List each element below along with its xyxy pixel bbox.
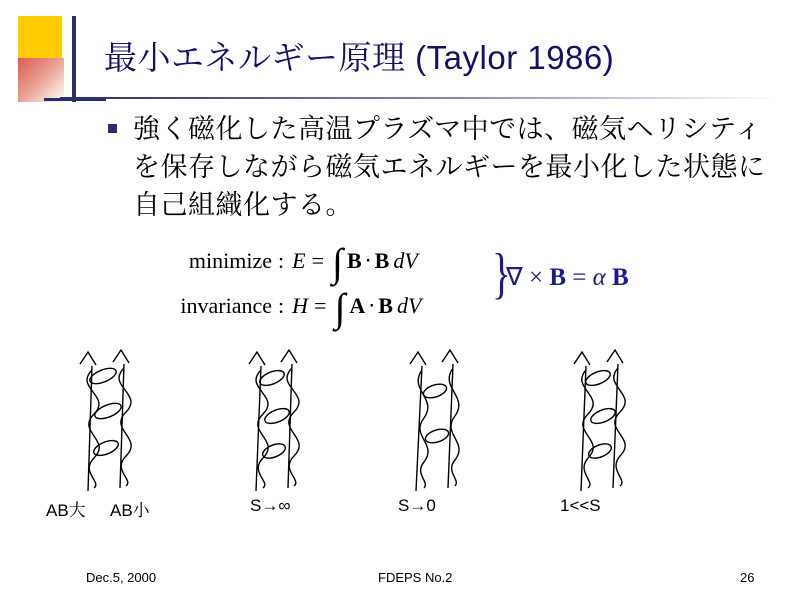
flux-tube-drawing-1 — [58, 336, 178, 496]
figure-caption-ab-large: AB大 — [46, 501, 86, 520]
bullet-item-label: 強く磁化した高温プラズマ中では、磁気ヘリシティを保存しながら磁気エネルギーを最小化した状態に自己組織化する。 — [133, 114, 766, 220]
figure-ab-large — [58, 336, 178, 511]
equation-invariance-label: invariance — [180, 292, 272, 318]
equation-minimize-measure: dV — [393, 247, 418, 273]
equation-minimize-colon: : — [278, 247, 285, 273]
equation-minimize-equals: = — [311, 247, 324, 273]
bullet-item — [108, 110, 778, 224]
footer-center-text: FDEPS No.2 — [378, 570, 453, 585]
figure-caption-s-zero: S→0 — [398, 496, 436, 515]
figure-row — [0, 336, 800, 520]
bullet-square-icon — [108, 124, 117, 133]
equation-minimize-dot: ⋅ — [364, 247, 372, 273]
equation-minimize: minimize : E = ∫ B ⋅ B dV — [120, 238, 680, 283]
flux-tube-drawing-4 — [555, 336, 675, 496]
equation-minimize-vec2: B — [374, 247, 390, 273]
footer-date: Dec.5, 2000 — [86, 570, 157, 585]
cross-symbol: × — [528, 264, 544, 291]
flux-tube-drawing-2 — [228, 336, 348, 496]
equation-invariance-equals: = — [314, 292, 327, 318]
equation-invariance-dot: ⋅ — [368, 292, 376, 318]
logo-gradient-square — [18, 58, 64, 102]
nabla-symbol: ∇ — [506, 264, 523, 291]
force-free-vecB2: B — [612, 264, 629, 291]
equation-invariance: invariance : H = ∫ A ⋅ B dV — [120, 283, 680, 328]
equation-invariance-measure: dV — [396, 292, 422, 318]
brace-icon: } — [492, 243, 511, 305]
figure-s-infinity — [228, 336, 348, 511]
equation-minimize-label: minimize — [188, 247, 272, 273]
figure-caption-s-infinity: S→∞ — [250, 496, 291, 515]
alpha-symbol: α — [592, 264, 606, 291]
force-free-equation — [506, 262, 629, 292]
flux-tube-drawing-3 — [390, 336, 510, 496]
equation-invariance-vec1: A — [349, 292, 366, 318]
page-title: 最小エネルギー原理 (Taylor 1986) — [104, 39, 615, 76]
title-underline — [60, 97, 780, 99]
logo-vertical-line — [72, 16, 76, 102]
figure-caption-ab-small: AB小 — [110, 501, 150, 520]
equation-invariance-colon: : — [278, 292, 285, 318]
logo-yellow-square — [18, 16, 62, 58]
equation-invariance-vec2: B — [378, 292, 393, 318]
equation-invariance-lhs: H — [292, 292, 309, 318]
figure-caption-s-small: 1<<S — [560, 496, 601, 515]
force-free-equals: = — [572, 264, 587, 291]
slide-logo-decoration — [18, 16, 108, 104]
figure-s-small — [555, 336, 675, 511]
force-free-vecB: B — [549, 264, 567, 291]
equation-minimize-lhs: E — [292, 247, 306, 273]
figure-s-zero — [390, 336, 510, 511]
footer-page-number: 26 — [740, 570, 755, 585]
equation-minimize-vec1: B — [346, 247, 362, 273]
